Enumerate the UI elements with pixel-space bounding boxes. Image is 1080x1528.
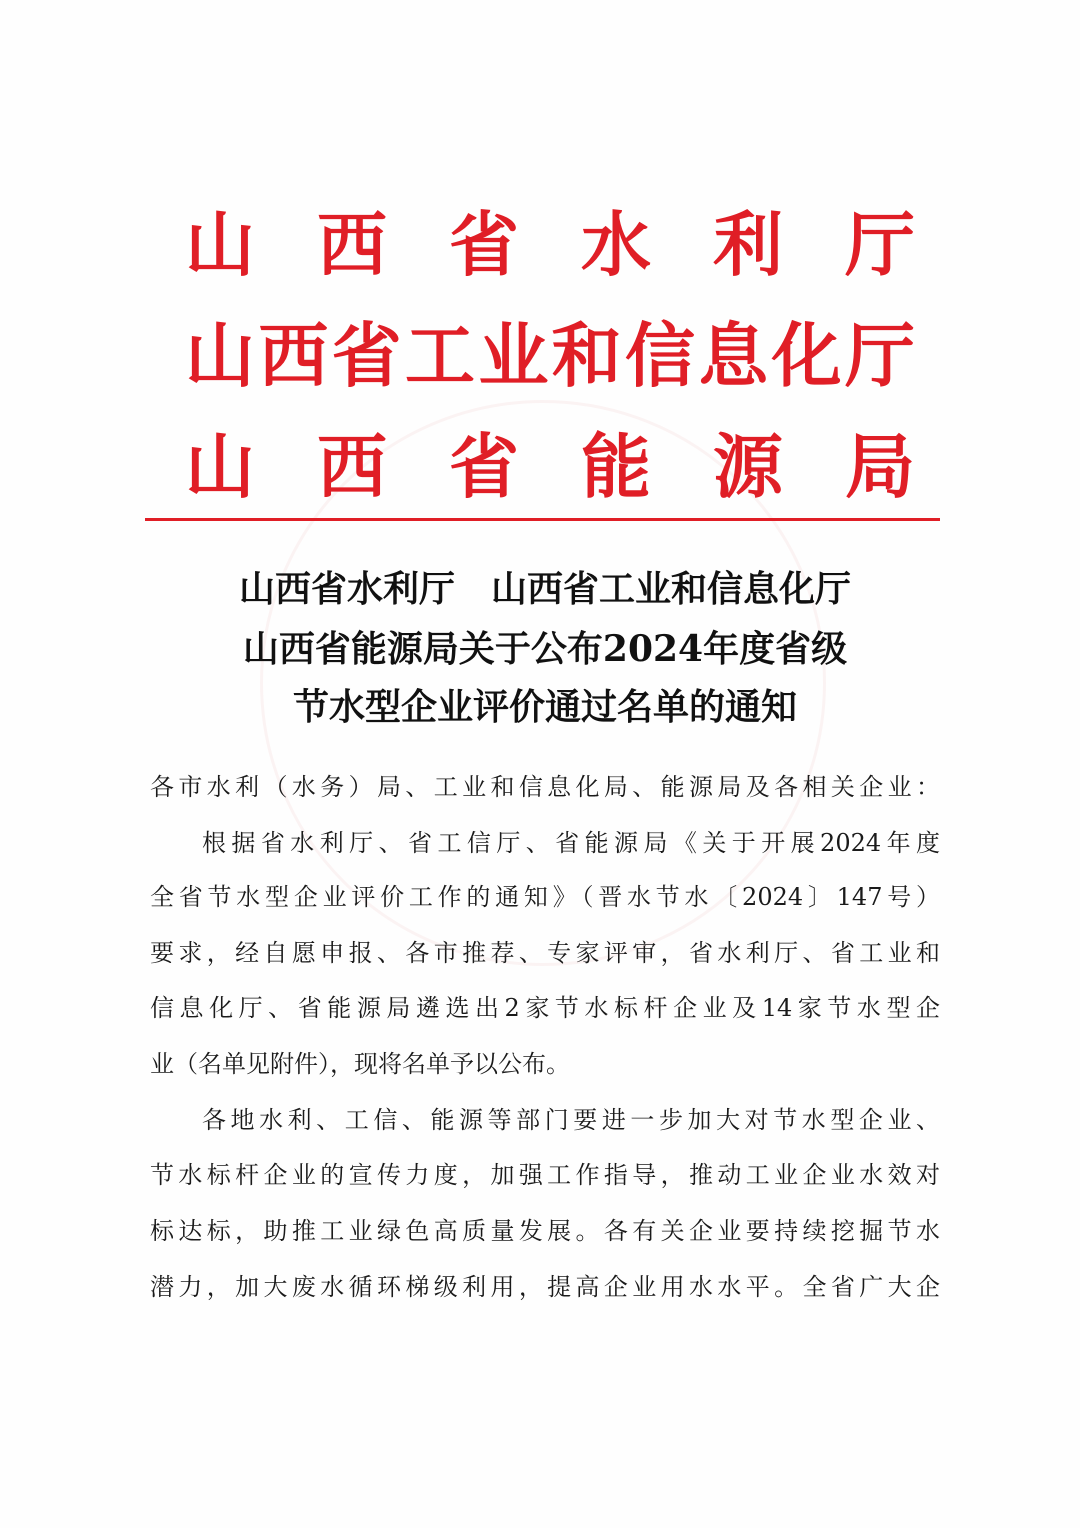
masthead-char: 利 xyxy=(713,203,783,286)
masthead-char: 西 xyxy=(317,203,387,286)
masthead-line-2 xyxy=(185,316,915,396)
paragraph-2-line-2: 节水标杆企业的宣传力度，加强工作指导，推动工业企业水效对 xyxy=(150,1161,940,1189)
masthead-char: 息 xyxy=(698,314,769,397)
document-title-line-3: 节水型企业评价通过名单的通知 xyxy=(292,686,797,728)
masthead-char: 和 xyxy=(551,314,622,397)
paragraph-2-line-1: 各地水利、工信、能源等部门要进一步加大对节水型企业、 xyxy=(202,1106,940,1134)
masthead-char: 厅 xyxy=(844,314,915,397)
document-title-line-1: 山西省水利厅 山西省工业和信息化厅 xyxy=(238,568,851,610)
masthead-char: 厅 xyxy=(845,203,915,286)
paragraph-1-line-2: 全省节水型企业评价工作的通知》（晋水节水〔2024〕147号） xyxy=(150,883,940,911)
document-title-line-2: 山西省能源局关于公布2024年度省级 xyxy=(242,628,848,670)
masthead-char: 山 xyxy=(185,425,255,508)
paragraph-2-line-4: 潜力，加大废水循环梯级利用，提高企业用水水平。全省广大企 xyxy=(150,1273,940,1301)
paragraph-1-line-5: 业（名单见附件），现将名单予以公布。 xyxy=(150,1050,570,1078)
masthead-char: 山 xyxy=(185,314,255,397)
masthead-line-3 xyxy=(185,427,915,507)
masthead-char: 水 xyxy=(581,203,651,286)
paragraph-1-line-3: 要求，经自愿申报、各市推荐、专家评审，省水利厅、省工业和 xyxy=(150,939,940,967)
masthead-char: 化 xyxy=(771,314,842,397)
masthead-char: 省 xyxy=(331,314,402,397)
paragraph-1-line-4: 信息化厅、省能源局遴选出2家节水标杆企业及14家节水型企 xyxy=(150,994,940,1022)
masthead-char: 局 xyxy=(845,425,915,508)
masthead-char: 西 xyxy=(258,314,329,397)
masthead-char: 山 xyxy=(185,203,255,286)
masthead-char: 业 xyxy=(478,314,549,397)
masthead-char: 源 xyxy=(713,425,783,508)
masthead-char: 能 xyxy=(581,425,651,508)
red-divider-rule xyxy=(145,518,940,521)
masthead-char: 信 xyxy=(624,314,695,397)
masthead-char: 西 xyxy=(317,425,387,508)
masthead-char: 省 xyxy=(449,203,519,286)
paragraph-1-line-1: 根据省水利厅、省工信厅、省能源局《关于开展2024年度 xyxy=(202,829,940,857)
paragraph-2-line-3: 标达标，助推工业绿色高质量发展。各有关企业要持续挖掘节水 xyxy=(150,1217,940,1245)
masthead-char: 省 xyxy=(449,425,519,508)
masthead-line-1 xyxy=(185,205,915,285)
salutation: 各市水利（水务）局、工业和信息化局、能源局及各相关企业： xyxy=(150,773,940,801)
masthead-char: 工 xyxy=(404,314,475,397)
